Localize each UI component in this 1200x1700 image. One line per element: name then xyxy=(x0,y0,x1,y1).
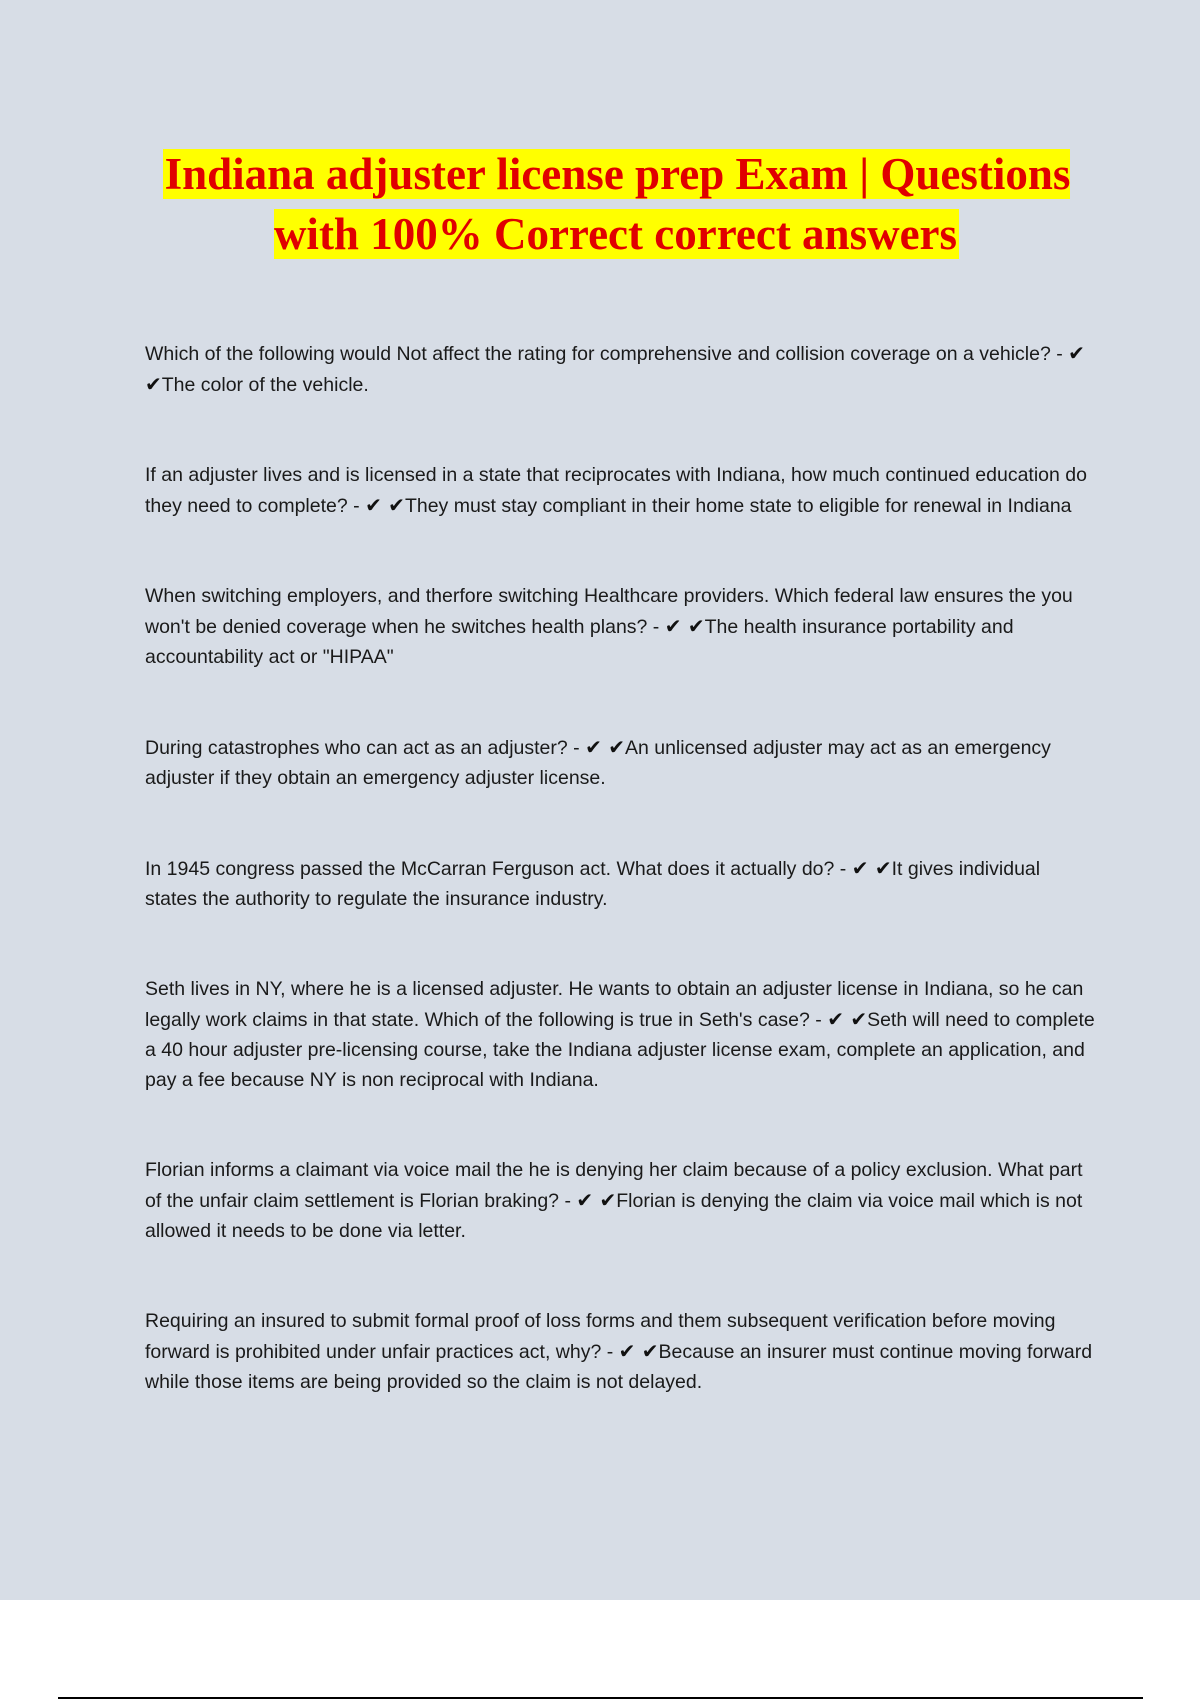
qa-item xyxy=(145,1155,1095,1246)
question-text: If an adjuster lives and is licensed in a state that reciprocates with Indiana, how much continued education do they need to complete? - xyxy=(145,464,1087,517)
answer-text: They must stay compliant in their home state to eligible for renewal in Indiana xyxy=(404,495,1072,517)
question-text: Requiring an insured to submit formal proof of loss forms and them subsequent verification before moving forward is prohibited under unfair practices act, why? - xyxy=(145,1310,1056,1363)
qa-list xyxy=(145,338,1095,1457)
check-mark-icon: ✔ ✔ xyxy=(618,1339,659,1363)
check-mark-icon: ✔ ✔ xyxy=(851,856,892,880)
answer-text: An unlicensed adjuster may act as an emergency adjuster if they obtain an emergency adjuster license. xyxy=(145,737,1051,789)
qa-item xyxy=(145,853,1095,914)
qa-item xyxy=(145,974,1095,1095)
document-title-text: Indiana adjuster license prep Exam | Questions with 100% Correct correct answers xyxy=(164,149,1071,259)
qa-item xyxy=(145,1306,1095,1397)
question-text: In 1945 congress passed the McCarran Ferguson act. What does it actually do? - xyxy=(145,858,847,880)
question-text: Florian informs a claimant via voice mail the he is denying her claim because of a policy exclusion. What part of the unfair claim settlement is Florian braking? - xyxy=(145,1159,1083,1212)
answer-text: Because an insurer must continue moving forward while those items are being provided so the claim is not delayed. xyxy=(145,1341,1093,1393)
question-text: When switching employers, and therfore switching Healthcare providers. Which federal law ensures the you won't be denied coverage when he switches health plans? - xyxy=(145,585,1073,638)
question-text: Which of the following would Not affect the rating for comprehensive and collision coverage on a vehicle? - xyxy=(145,343,1063,365)
check-mark-icon: ✔ ✔ xyxy=(585,735,625,759)
check-mark-icon: ✔ ✔ xyxy=(576,1188,617,1212)
answer-text: The health insurance portability and accountability act or "HIPAA" xyxy=(145,616,1014,668)
document-title xyxy=(120,144,1113,264)
answer-text: The color of the vehicle. xyxy=(161,374,369,396)
footer-divider xyxy=(58,1697,1143,1699)
question-text: Seth lives in NY, where he is a licensed adjuster. He wants to obtain an adjuster license in Indiana, so he can legally work claims in that state. Which of the following is true in Seth's case? - xyxy=(145,978,1084,1031)
answer-text: Seth will need to complete a 40 hour adjuster pre-licensing course, take the Indiana adjuster license exam, complete an application, and pay a fee because NY is non reciprocal with Indiana. xyxy=(145,1009,1095,1091)
check-mark-icon: ✔ ✔ xyxy=(664,614,705,638)
check-mark-icon: ✔ ✔ xyxy=(365,493,405,517)
qa-item xyxy=(145,460,1095,521)
answer-text: Florian is denying the claim via voice mail which is not allowed it needs to be done via letter. xyxy=(145,1190,1083,1242)
qa-item xyxy=(145,581,1095,672)
check-mark-icon: ✔ ✔ xyxy=(827,1007,868,1031)
qa-item xyxy=(145,338,1095,400)
qa-item xyxy=(145,732,1095,793)
check-mark-icon: ✔ ✔ xyxy=(145,341,1085,396)
question-text: During catastrophes who can act as an adjuster? - xyxy=(145,737,580,759)
answer-text: It gives individual states the authority to regulate the insurance industry. xyxy=(145,858,1041,910)
